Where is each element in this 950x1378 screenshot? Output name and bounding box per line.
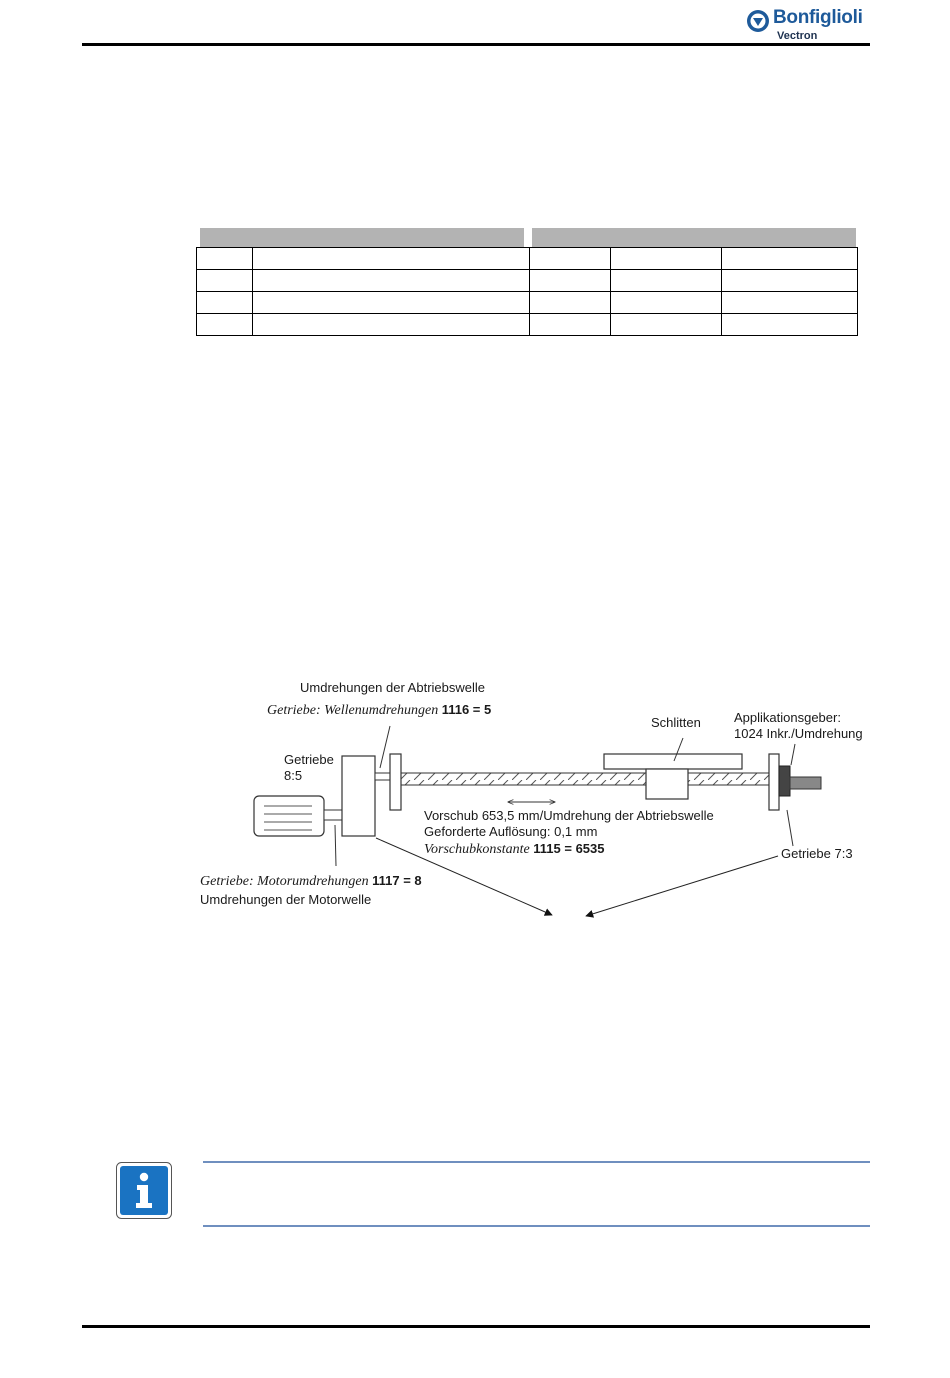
note-rule-bottom bbox=[203, 1225, 870, 1227]
bearing-right bbox=[769, 754, 779, 810]
brand-name: Bonfiglioli bbox=[773, 7, 863, 28]
header-rule bbox=[82, 43, 870, 46]
encoder bbox=[779, 766, 790, 796]
table-cell bbox=[611, 270, 722, 292]
gearbox-left-label-line2: 8:5 bbox=[284, 768, 303, 783]
spindle bbox=[401, 773, 769, 785]
brand-mark-icon bbox=[746, 9, 770, 33]
brand-logo bbox=[746, 6, 870, 44]
encoder-label-line1: Applikationsgeber: bbox=[734, 710, 841, 725]
spindle-drive-figure bbox=[190, 670, 870, 930]
table-header-right bbox=[532, 228, 856, 247]
table-cell bbox=[253, 270, 530, 292]
feed-parameter bbox=[424, 841, 605, 858]
abtrieb-parameter-value: 1116 = 5 bbox=[441, 702, 492, 717]
table-cell bbox=[197, 248, 253, 270]
feed-label bbox=[424, 808, 714, 840]
table-header-left bbox=[200, 228, 524, 247]
motor-parameter-name: Getriebe: Motorumdrehungen bbox=[200, 874, 369, 889]
info-icon bbox=[116, 1162, 172, 1219]
table-cell bbox=[253, 248, 530, 270]
sled-label: Schlitten bbox=[651, 715, 701, 730]
table-cell bbox=[530, 270, 611, 292]
parameter-table bbox=[196, 247, 858, 336]
table-row bbox=[197, 314, 858, 336]
gearbox-left-label-line1: Getriebe bbox=[284, 752, 334, 767]
table-cell bbox=[197, 270, 253, 292]
motor-shaft-label: Umdrehungen der Motorwelle bbox=[200, 892, 372, 907]
table-cell bbox=[722, 314, 858, 336]
motor-parameter-value: 1117 = 8 bbox=[372, 873, 422, 888]
feed-label-line1: Vorschub 653,5 mm/Umdrehung der Abtriebswelle bbox=[424, 808, 714, 823]
encoder-label-line2: 1024 Inkr./Umdrehung bbox=[734, 726, 863, 741]
table-row bbox=[197, 270, 858, 292]
footer-rule bbox=[82, 1325, 870, 1328]
gearbox-right-label: Getriebe 7:3 bbox=[781, 846, 853, 861]
abtrieb-title: Umdrehungen der Abtriebswelle bbox=[300, 680, 485, 695]
table-row bbox=[197, 292, 858, 314]
brand-subname: Vectron bbox=[777, 30, 818, 42]
abtrieb-parameter-name: Getriebe: Wellenumdrehungen bbox=[267, 703, 439, 718]
feed-parameter-name: Vorschubkonstante bbox=[424, 842, 530, 857]
table-cell bbox=[611, 248, 722, 270]
table-cell bbox=[611, 314, 722, 336]
table-cell bbox=[253, 292, 530, 314]
table-row bbox=[197, 248, 858, 270]
table-cell bbox=[197, 314, 253, 336]
gearbox-8-5 bbox=[342, 756, 375, 836]
motor-parameter bbox=[200, 873, 422, 890]
table-cell bbox=[530, 292, 611, 314]
note-rule-top bbox=[203, 1161, 870, 1163]
motor bbox=[254, 796, 342, 836]
table-cell bbox=[722, 270, 858, 292]
table-cell bbox=[530, 314, 611, 336]
feed-label-line2: Geforderte Auflösung: 0,1 mm bbox=[424, 824, 598, 839]
table-cell bbox=[611, 292, 722, 314]
feed-parameter-value: 1115 = 6535 bbox=[533, 841, 605, 856]
abtrieb-parameter bbox=[267, 702, 491, 719]
table-cell bbox=[530, 248, 611, 270]
table-cell bbox=[197, 292, 253, 314]
bearing-left bbox=[390, 754, 401, 810]
table-cell bbox=[722, 292, 858, 314]
table-cell bbox=[722, 248, 858, 270]
encoder-label bbox=[734, 710, 863, 742]
gearbox-left-label bbox=[284, 752, 334, 784]
table-cell bbox=[253, 314, 530, 336]
